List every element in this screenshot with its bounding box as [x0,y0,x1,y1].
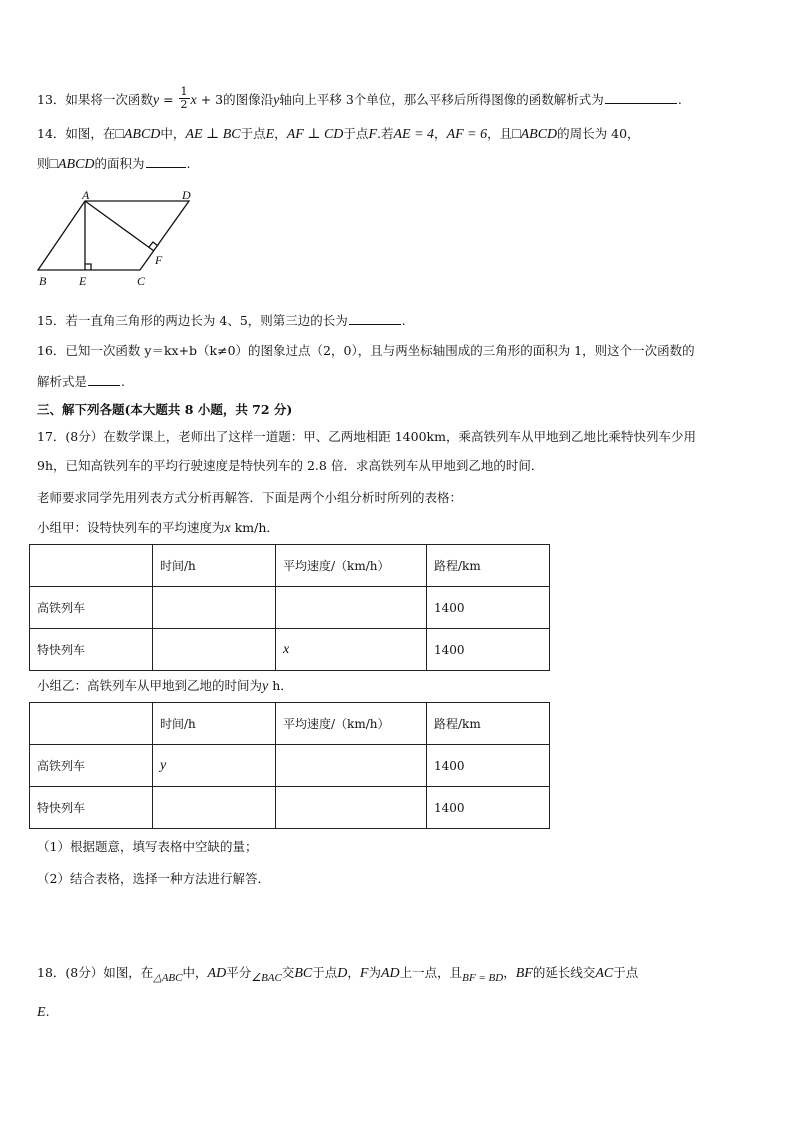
answer-blank-13[interactable] [605,91,677,104]
question-17-sub-2: （2）结合表格，选择一种方法进行解答． [37,871,270,886]
answer-blank-14[interactable] [146,155,186,168]
answer-cell[interactable] [276,745,427,787]
answer-cell[interactable] [153,787,276,829]
table-group-b [29,702,550,829]
question-15: 15．若一直角三角形的两边长为 4、5，则第三边的长为 . [37,313,406,328]
question-17-line-3: 老师要求同学先用列表方式分析再解答．下面是两个小组分析时所列的表格： [37,490,463,505]
answer-cell[interactable] [153,587,276,629]
question-14-line-1: 14．如图，在□ABCD中，AE ⊥ BC于点E，AF ⊥ CD于点F.若AE = 4，AF = 6，且□ABCD的周长为 40， [37,126,640,142]
question-17-line-1: 17．(8分）在数学课上，老师出了这样一道题：甲、乙两地相距 1400km，乘高铁列车从甲地到乙地比乘特快列车少用 [37,429,696,444]
table-header-row: 时间/h 平均速度/（km/h） 路程/km [30,545,550,587]
question-17-sub-1: （1）根据题意，填写表格中空缺的量； [37,839,258,854]
table-row: 特快列车 1400 [30,787,550,829]
question-17-line-2: 9h，已知高铁列车的平均行驶速度是特快列车的 2.8 倍．求高铁列车从甲地到乙地的时间． [37,458,544,473]
label-f: F [155,253,163,267]
group-a-intro: 小组甲：设特快列车的平均速度为x km/h． [37,520,279,536]
answer-cell[interactable] [276,787,427,829]
label-d: D [182,190,191,202]
parallelogram-figure [36,190,226,290]
question-14-line-2: 则□ABCD的面积为 . [37,156,191,172]
var-y: y [152,93,160,108]
parallelogram-abcd [38,201,189,270]
answer-blank-16[interactable] [88,373,120,386]
table-row: 特快列车 x 1400 [30,629,550,671]
answer-blank-15[interactable] [349,312,401,325]
question-18-line-2: E. [37,1004,50,1020]
altitude-af [85,201,154,251]
question-16-line-2: 解析式是 . [37,374,125,389]
label-e: E [79,274,87,288]
answer-cell[interactable] [153,629,276,671]
table-group-a [29,544,550,671]
label-c: C [137,274,146,288]
answer-cell[interactable] [276,587,427,629]
label-a: A [82,190,90,202]
question-13: 13．如果将一次函数y = $\frac{1}{2}$ x + 3的图像沿y轴向上平移 3个单位，那么平移后所得图像的函数解析式为 . [37,85,682,111]
group-b-intro: 小组乙：高铁列车从甲地到乙地的时间为y h． [37,678,293,694]
right-angle-e [85,264,91,270]
label-b: B [39,274,47,288]
fraction-one-half: $\frac{1}{2}$ [180,85,188,111]
table-row: 高铁列车 y 1400 [30,745,550,787]
section-heading: 三、解下列各题(本大题共 8 小题，共 72 分) [37,402,293,417]
question-16-line-1: 16．已知一次函数 y＝kx+b（k≠0）的图象过点（2，0），且与两坐标轴围成的三角形的面积为 1，则这个一次函数的 [37,343,695,358]
table-header-row: 时间/h 平均速度/（km/h） 路程/km [30,703,550,745]
table-row: 高铁列车 1400 [30,587,550,629]
question-18-line-1: 18．(8分）如图，在△ABC中，AD平分∠BAC交BC于点D，F为AD上一点，且BF = BD，BF的延长线交AC于点 [37,965,639,984]
